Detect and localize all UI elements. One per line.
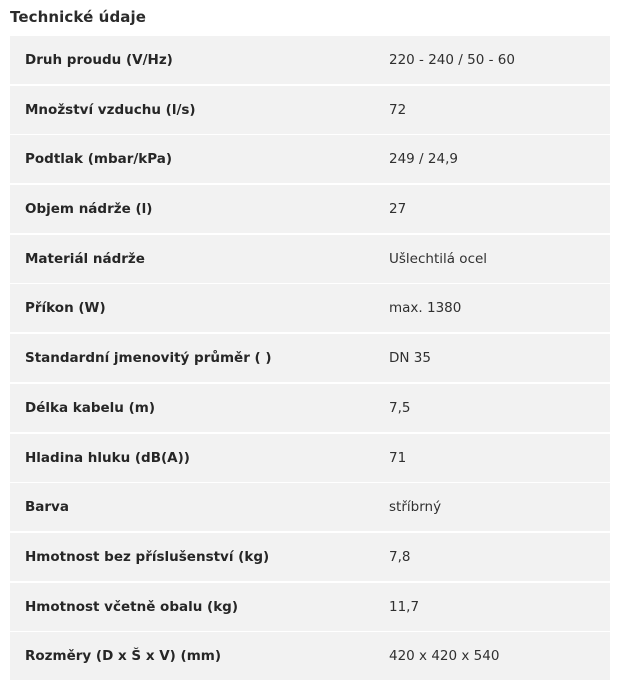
spec-row xyxy=(10,86,610,134)
spec-value: 27 xyxy=(389,201,407,218)
spec-value: 11,7 xyxy=(389,598,420,615)
spec-value: 71 xyxy=(389,449,407,466)
spec-value: 7,5 xyxy=(389,399,411,416)
spec-label: Podtlak (mbar/kPa) xyxy=(25,151,173,168)
spec-value: 72 xyxy=(389,101,407,118)
spec-value: max. 1380 xyxy=(389,300,462,317)
spec-label: Materiál nádrže xyxy=(25,250,145,267)
section-title: Technické údaje xyxy=(10,8,147,26)
spec-label: Objem nádrže (l) xyxy=(25,201,153,218)
spec-label: Hladina hluku (dB(A)) xyxy=(25,449,190,466)
spec-row xyxy=(10,185,610,233)
spec-label: Příkon (W) xyxy=(25,300,106,317)
spec-label: Množství vzduchu (l/s) xyxy=(25,101,196,118)
spec-label: Hmotnost včetně obalu (kg) xyxy=(25,598,239,615)
spec-value: Ušlechtilá ocel xyxy=(389,250,488,267)
spec-row xyxy=(10,334,610,382)
spec-row xyxy=(10,235,610,283)
spec-value: DN 35 xyxy=(389,350,431,367)
spec-row xyxy=(10,135,610,183)
spec-row xyxy=(10,284,610,332)
spec-value: 220 - 240 / 50 - 60 xyxy=(389,52,515,68)
spec-value: stříbrný xyxy=(389,499,442,516)
spec-value: 7,8 xyxy=(389,548,411,565)
spec-row xyxy=(10,632,610,680)
spec-table xyxy=(10,36,610,682)
spec-label: Barva xyxy=(25,499,69,516)
spec-value: 249 / 24,9 xyxy=(389,151,458,168)
spec-label: Druh proudu (V/Hz) xyxy=(25,52,173,68)
spec-label: Hmotnost bez příslušenství (kg) xyxy=(25,548,270,565)
spec-value: 420 x 420 x 540 xyxy=(389,648,500,665)
spec-row xyxy=(10,583,610,631)
spec-label: Délka kabelu (m) xyxy=(25,399,156,416)
spec-row xyxy=(10,36,610,84)
spec-label: Rozměry (D x Š x V) (mm) xyxy=(25,648,222,665)
spec-label: Standardní jmenovitý průměr ( ) xyxy=(25,350,272,367)
spec-row xyxy=(10,384,610,432)
spec-row xyxy=(10,483,610,531)
spec-row xyxy=(10,434,610,482)
spec-row xyxy=(10,533,610,581)
